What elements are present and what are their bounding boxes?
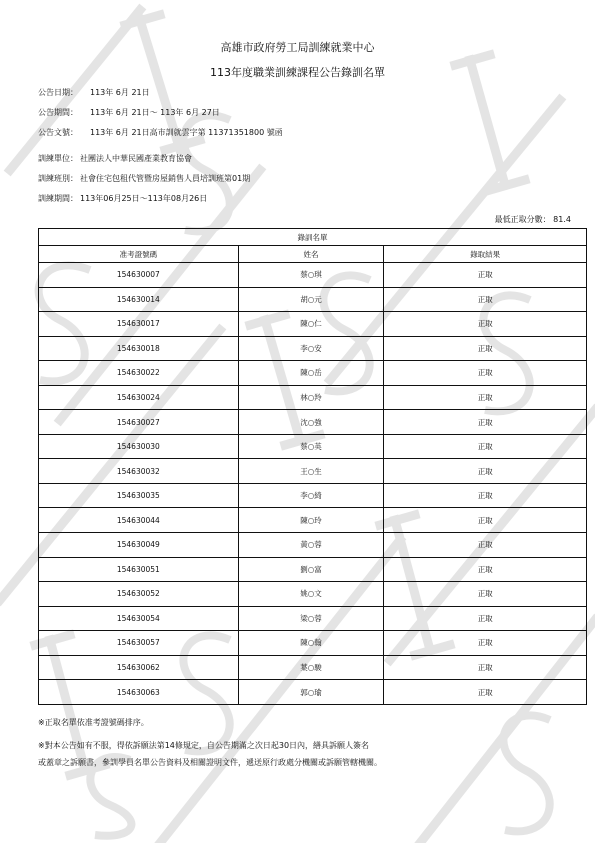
result-cell: 正取 [384,336,587,361]
training-class-value: 社會住宅包租代管暨房屋銷售人員培訓班第01期 [80,174,251,183]
name-cell: 黃○蓉 [238,533,384,558]
name-cell: 姚○文 [238,582,384,607]
result-cell: 正取 [384,434,587,459]
table-row [39,582,587,607]
result-cell: 正取 [384,287,587,312]
table-row [39,459,587,484]
training-unit-label: 訓練單位： [38,154,78,163]
training-period-label: 訓練期間： [38,194,78,203]
name-cell: 蔡○琪 [238,263,384,288]
table-row [39,385,587,410]
result-cell: 正取 [384,508,587,533]
table-row [39,336,587,361]
name-cell: 胡○元 [238,287,384,312]
exam-number-cell: 154630024 [39,385,239,410]
result-cell: 正取 [384,312,587,337]
training-period-value: 113年06月25日～113年08月26日 [80,194,208,203]
exam-number-cell: 154630027 [39,410,239,435]
admission-table [38,228,587,705]
note-appeal-line2: 或蓋章之訴願書，參訓學員名單公告資料及相關證明文件，遞送原行政處分機關或訴願管轄機關。 [38,758,382,767]
result-cell: 正取 [384,655,587,680]
exam-number-cell: 154630030 [39,434,239,459]
exam-number-cell: 154630014 [39,287,239,312]
header-name: 姓名 [238,246,384,263]
table-row [39,287,587,312]
table-row [39,655,587,680]
table-caption-row [39,229,587,246]
training-period [38,193,207,204]
exam-number-cell: 154630054 [39,606,239,631]
result-cell: 正取 [384,557,587,582]
document-title: 高雄市政府勞工局訓練就業中心 [220,41,375,54]
exam-number-cell: 154630051 [39,557,239,582]
announcement-date [38,87,150,98]
announcement-number-label: 公告文號： [38,128,78,137]
name-cell: 林○羚 [238,385,384,410]
exam-number-cell: 154630017 [39,312,239,337]
document-subtitle: 113年度職業訓練課程公告錄訓名單 [210,66,385,79]
exam-number-cell: 154630022 [39,361,239,386]
name-cell: 王○生 [238,459,384,484]
name-cell: 陳○岳 [238,361,384,386]
exam-number-cell: 154630044 [39,508,239,533]
table-row [39,410,587,435]
name-cell: 郭○瑜 [238,680,384,705]
table-row [39,606,587,631]
note-sort-order: ※正取名單依准考證號碼排序。 [38,718,149,727]
table-row [39,263,587,288]
name-cell: 陳○翰 [238,631,384,656]
name-cell: 劉○富 [238,557,384,582]
announcement-date-label: 公告日期： [38,88,78,97]
table-row [39,434,587,459]
exam-number-cell: 154630052 [39,582,239,607]
table-row [39,361,587,386]
result-cell: 正取 [384,533,587,558]
name-cell: 梁○蓉 [238,606,384,631]
announcement-period-label: 公告期間： [38,108,78,117]
header-result: 錄取結果 [384,246,587,263]
exam-number-cell: 154630032 [39,459,239,484]
training-unit-value: 社團法人中華民國產業教育協會 [80,154,192,163]
table-row [39,483,587,508]
announcement-number-value: 113年 6月 21日高市訓就雲字第 11371351800 號函 [90,128,283,137]
training-unit [38,153,192,164]
table-row [39,680,587,705]
exam-number-cell: 154630063 [39,680,239,705]
table-row [39,533,587,558]
exam-number-cell: 154630007 [39,263,239,288]
name-cell: 蔡○英 [238,434,384,459]
announcement-date-value: 113年 6月 21日 [90,88,150,97]
result-cell: 正取 [384,361,587,386]
name-cell: 葉○駿 [238,655,384,680]
table-row [39,312,587,337]
exam-number-cell: 154630049 [39,533,239,558]
exam-number-cell: 154630057 [39,631,239,656]
training-class-label: 訓練班別： [38,174,78,183]
result-cell: 正取 [384,582,587,607]
result-cell: 正取 [384,263,587,288]
announcement-period-value: 113年 6月 21日～ 113年 6月 27日 [90,108,220,117]
table-caption: 錄訓名單 [39,229,587,246]
note-appeal-line1: ※對本公告如有不服，得依訴願法第14條規定，自公告期滿之次日起30日內，繕具訴願人簽名 [38,741,370,750]
table-row [39,631,587,656]
exam-number-cell: 154630018 [39,336,239,361]
exam-number-cell: 154630035 [39,483,239,508]
name-cell: 陳○仁 [238,312,384,337]
minimum-score: 最低正取分數： 81.4 [494,215,571,224]
result-cell: 正取 [384,410,587,435]
result-cell: 正取 [384,483,587,508]
training-class [38,173,250,184]
name-cell: 李○綺 [238,483,384,508]
result-cell: 正取 [384,606,587,631]
announcement-period [38,107,220,118]
header-exam-number: 准考證號碼 [39,246,239,263]
name-cell: 沈○強 [238,410,384,435]
table-row [39,508,587,533]
announcement-number [38,127,283,138]
name-cell: 陳○玲 [238,508,384,533]
result-cell: 正取 [384,680,587,705]
result-cell: 正取 [384,631,587,656]
table-header-row [39,246,587,263]
table-row [39,557,587,582]
result-cell: 正取 [384,385,587,410]
name-cell: 李○安 [238,336,384,361]
result-cell: 正取 [384,459,587,484]
exam-number-cell: 154630062 [39,655,239,680]
